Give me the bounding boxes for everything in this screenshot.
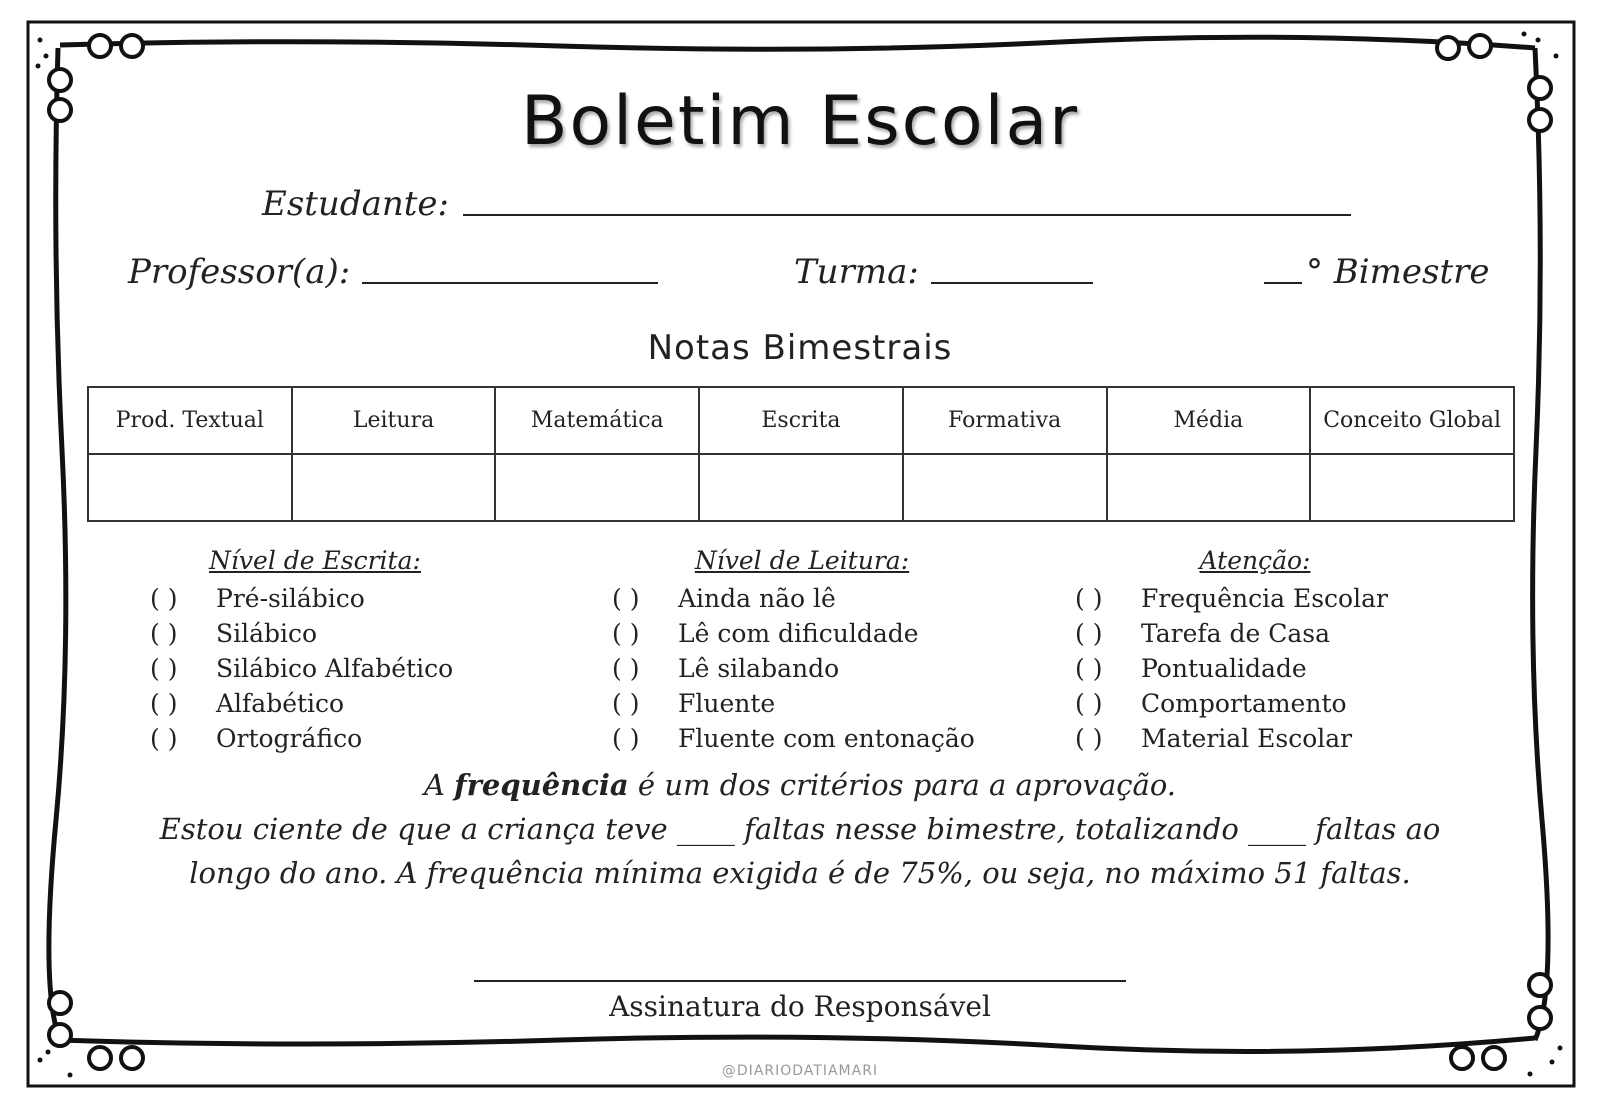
checkbox-paren[interactable]: ( )	[150, 584, 178, 613]
checkbox-paren[interactable]: ( )	[1075, 619, 1103, 648]
checkbox-paren[interactable]: ( )	[1075, 689, 1103, 718]
attention-group	[1075, 546, 1435, 756]
writing-option[interactable]: ( ) Silábico	[150, 619, 318, 648]
checkbox-paren[interactable]: ( )	[150, 619, 178, 648]
document-title: Boletim Escolar	[520, 82, 1080, 161]
checkbox-paren[interactable]: ( )	[1075, 724, 1103, 753]
reading-option[interactable]: ( ) Fluente com entonação	[612, 724, 975, 753]
grades-section-title: Notas Bimestrais	[647, 328, 953, 368]
header-prod-textual: Prod. Textual	[88, 387, 292, 454]
checkbox-paren[interactable]: ( )	[612, 689, 640, 718]
writing-option[interactable]: ( ) Alfabético	[150, 689, 345, 718]
attention-option[interactable]: ( ) Comportamento	[1075, 689, 1347, 718]
writing-level-title: Nível de Escrita:	[209, 546, 421, 575]
grade-cell-prod-textual[interactable]	[88, 454, 292, 521]
writing-level-group	[150, 546, 480, 756]
watermark: @DIARIODATIAMARI	[721, 1063, 879, 1079]
teacher-input-line[interactable]	[362, 281, 658, 284]
header-matematica: Matemática	[495, 387, 699, 454]
teacher-label: Professor(a):	[128, 252, 351, 292]
student-input-line[interactable]	[463, 213, 1351, 216]
checkbox-paren[interactable]: ( )	[612, 654, 640, 683]
grades-value-row	[88, 454, 1514, 521]
class-input-line[interactable]	[931, 281, 1093, 284]
reading-level-group	[612, 546, 992, 756]
header-formativa: Formativa	[903, 387, 1107, 454]
writing-option[interactable]: ( ) Pré-silábico	[150, 584, 365, 613]
reading-option[interactable]: ( ) Fluente	[612, 689, 776, 718]
bimester-input-line[interactable]	[1264, 281, 1302, 284]
attendance-note-line3: longo do ano. A frequência mínima exigida é de 75%, ou seja, no máximo 51 faltas.	[189, 856, 1411, 890]
header-leitura: Leitura	[292, 387, 496, 454]
grade-cell-conceito-global[interactable]	[1310, 454, 1514, 521]
attention-option[interactable]: ( ) Tarefa de Casa	[1075, 619, 1331, 648]
checkbox-paren[interactable]: ( )	[150, 689, 178, 718]
checkbox-paren[interactable]: ( )	[1075, 654, 1103, 683]
checkbox-paren[interactable]: ( )	[612, 724, 640, 753]
grades-table	[87, 386, 1515, 522]
checkbox-paren[interactable]: ( )	[612, 584, 640, 613]
header-escrita: Escrita	[699, 387, 903, 454]
reading-option[interactable]: ( ) Ainda não lê	[612, 584, 836, 613]
class-label: Turma:	[794, 252, 919, 292]
attendance-emphasis: frequência	[454, 768, 629, 802]
checkbox-paren[interactable]: ( )	[150, 724, 178, 753]
bimester-label: ° Bimestre	[1306, 252, 1490, 292]
signature-line[interactable]	[474, 980, 1126, 982]
reading-option[interactable]: ( ) Lê silabando	[612, 654, 840, 683]
student-label: Estudante:	[262, 184, 449, 224]
attention-title: Atenção:	[1199, 546, 1311, 575]
grade-cell-escrita[interactable]	[699, 454, 903, 521]
attention-option[interactable]: ( ) Material Escolar	[1075, 724, 1353, 753]
checkbox-paren[interactable]: ( )	[612, 619, 640, 648]
attention-option[interactable]: ( ) Frequência Escolar	[1075, 584, 1388, 613]
checkbox-paren[interactable]: ( )	[150, 654, 178, 683]
attention-option[interactable]: ( ) Pontualidade	[1075, 654, 1307, 683]
bimester-field	[1264, 252, 1490, 292]
writing-option[interactable]: ( ) Ortográfico	[150, 724, 363, 753]
grade-cell-media[interactable]	[1107, 454, 1311, 521]
attendance-note-line1: A frequência é um dos critérios para a aprovação.	[423, 768, 1177, 802]
attendance-note-line2: Estou ciente de que a criança teve ____ faltas nesse bimestre, totalizando ____ faltas ao	[159, 812, 1441, 846]
student-field	[262, 184, 1351, 224]
header-conceito-global: Conceito Global	[1310, 387, 1514, 454]
checkbox-paren[interactable]: ( )	[1075, 584, 1103, 613]
grade-cell-leitura[interactable]	[292, 454, 496, 521]
header-media: Média	[1107, 387, 1311, 454]
reading-level-title: Nível de Leitura:	[694, 546, 910, 575]
class-field	[794, 252, 1093, 292]
writing-option[interactable]: ( ) Silábico Alfabético	[150, 654, 454, 683]
signature-label: Assinatura do Responsável	[609, 990, 991, 1023]
grade-cell-formativa[interactable]	[903, 454, 1107, 521]
grades-header-row	[88, 387, 1514, 454]
reading-option[interactable]: ( ) Lê com dificuldade	[612, 619, 919, 648]
grade-cell-matematica[interactable]	[495, 454, 699, 521]
teacher-field	[128, 252, 658, 292]
